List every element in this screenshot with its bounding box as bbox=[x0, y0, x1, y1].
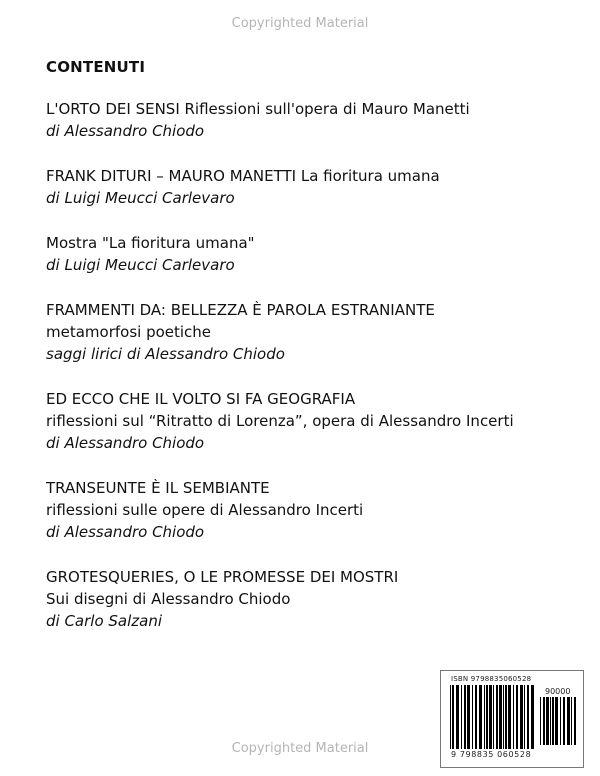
toc-entry bbox=[46, 388, 566, 454]
watermark-top: Copyrighted Material bbox=[231, 16, 369, 31]
entry-author: saggi lirici di Alessandro Chiodo bbox=[46, 345, 285, 363]
entry-subtitle: riflessioni sul “Ritratto di Lorenza”, opera di Alessandro Incerti bbox=[46, 412, 514, 430]
entry-title: TRANSEUNTE È IL SEMBIANTE bbox=[46, 479, 270, 497]
entry-author: di Luigi Meucci Carlevaro bbox=[46, 256, 235, 274]
barcode-bars-icon bbox=[449, 685, 537, 749]
entry-author: di Luigi Meucci Carlevaro bbox=[46, 189, 235, 207]
entry-author: di Alessandro Chiodo bbox=[46, 122, 205, 140]
toc-entry bbox=[46, 299, 566, 365]
entry-subtitle: riflessioni sulle opere di Alessandro Incerti bbox=[46, 501, 364, 519]
toc-entry bbox=[46, 566, 566, 632]
barcode-digits: 9 798835 060528 bbox=[451, 750, 532, 759]
toc-entry bbox=[46, 165, 566, 209]
toc-entry bbox=[46, 477, 566, 543]
entry-author: di Alessandro Chiodo bbox=[46, 434, 205, 452]
entry-subtitle: Sui disegni di Alessandro Chiodo bbox=[46, 590, 291, 608]
table-of-contents bbox=[46, 98, 566, 655]
entry-title: GROTESQUERIES, O LE PROMESSE DEI MOSTRI bbox=[46, 568, 399, 586]
watermark-bottom: Copyrighted Material bbox=[231, 741, 369, 756]
entry-subtitle: metamorfosi poetiche bbox=[46, 323, 212, 341]
entry-title: FRAMMENTI DA: BELLEZZA È PAROLA ESTRANIANTE bbox=[46, 301, 435, 319]
toc-entry bbox=[46, 98, 566, 142]
entry-title: L'ORTO DEI SENSI Riflessioni sull'opera di Mauro Manetti bbox=[46, 100, 470, 118]
entry-title: ED ECCO CHE IL VOLTO SI FA GEOGRAFIA bbox=[46, 390, 356, 408]
entry-title: Mostra "La fioritura umana" bbox=[46, 234, 255, 252]
isbn-label: ISBN 9798835060528 bbox=[451, 675, 532, 683]
price-code: 90000 bbox=[545, 687, 571, 696]
toc-entry bbox=[46, 232, 566, 276]
entry-title: FRANK DITURI – MAURO MANETTI La fioritura umana bbox=[46, 167, 440, 185]
entry-author: di Alessandro Chiodo bbox=[46, 523, 205, 541]
entry-author: di Carlo Salzani bbox=[46, 612, 163, 630]
page-title: CONTENUTI bbox=[46, 58, 146, 76]
